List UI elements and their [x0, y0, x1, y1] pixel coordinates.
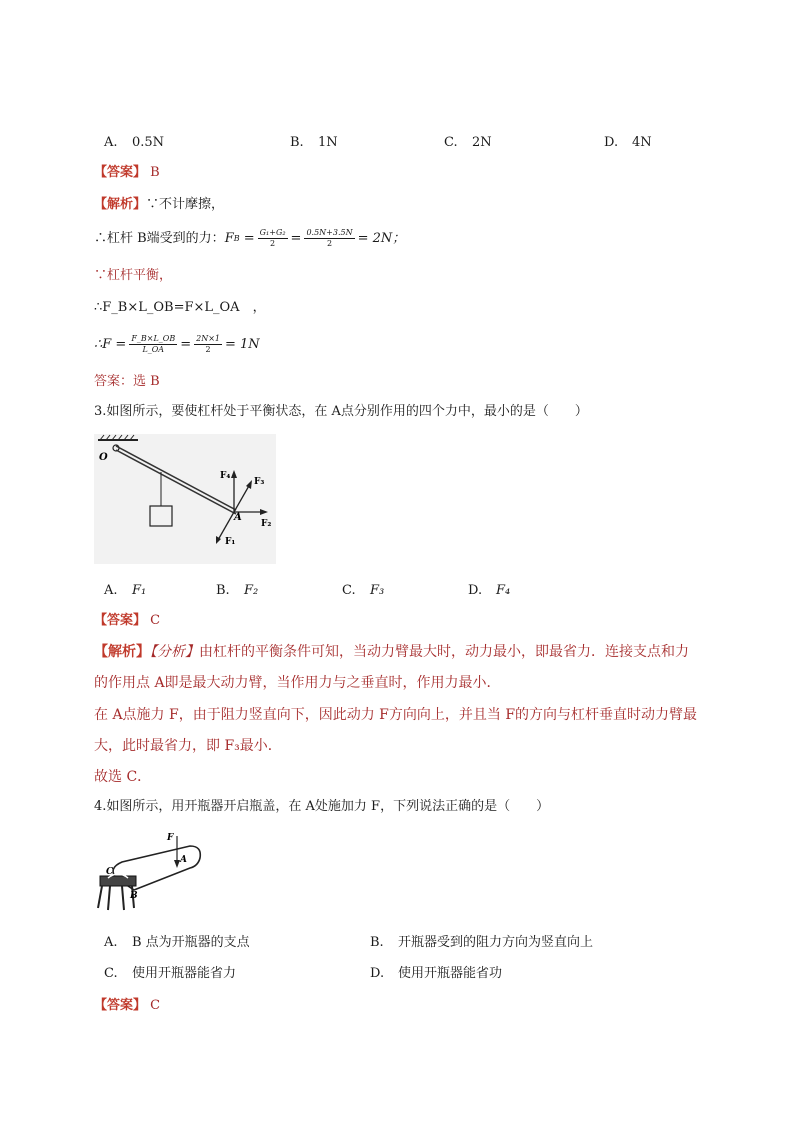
fraction-2: $\frac{0.5N+3.5N}{2}$	[306, 228, 353, 248]
label-c: C	[106, 867, 114, 877]
label-f4: F₄	[220, 471, 231, 481]
q3-option-d: D. F₄	[468, 583, 511, 598]
q4-option-d: D. 使用开瓶器能省功	[370, 966, 503, 981]
label-f3: F₃	[254, 477, 265, 487]
q2-final-answer: 答案：选 B	[94, 374, 160, 389]
q3-final-answer: 故选 C．	[94, 769, 152, 785]
label-f2: F₂	[261, 519, 272, 529]
q4-answer: 【答案】 C	[94, 998, 161, 1013]
q2-option-c: C. 2N	[444, 135, 492, 150]
q2-analysis-line3: ∵杠杆平衡，	[94, 268, 173, 283]
label-f1: F₁	[225, 537, 236, 547]
fraction-1: $\frac{\text{G₁+G₂}}{2}$	[259, 228, 286, 248]
q4-option-a: A. B 点为开瓶器的支点	[104, 935, 250, 950]
q3-analysis-p1a: 【解析】【分析】由杠杆的平衡条件可知，当动力臂最大时，动力最小，即最省力．连接支点和力	[94, 644, 689, 660]
lever-diagram	[94, 434, 276, 564]
q3-option-c: C. F₃	[342, 583, 385, 598]
fraction-3: $\frac{F\_B\times L\_OB}{L\_OA}$	[131, 334, 176, 354]
q4-option-c: C. 使用开瓶器能省力	[104, 966, 237, 981]
label-b: B	[130, 891, 138, 901]
q4-option-b: B. 开瓶器受到的阻力方向为竖直向上	[370, 935, 594, 950]
q3-answer: 【答案】 C	[94, 613, 161, 628]
q3-option-a: A. F₁	[104, 583, 147, 598]
q3-analysis-p2b: 大，此时最省力，即 F₃最小．	[94, 738, 282, 754]
label-a: A	[180, 855, 187, 865]
q2-analysis-line2: ∴杠杆 B端受到的力： F B = $\frac{\text{G₁+G₂}}{2}$ = $\frac{0.5N+3.5N}{2}$ = 2N；	[94, 228, 406, 248]
label-a: A	[234, 512, 242, 523]
q2-analysis-line1: 【解析】∵不计摩擦，	[94, 197, 225, 212]
q3-option-b: B. F₂	[216, 583, 259, 598]
q2-option-d: D. 4N	[604, 135, 652, 150]
q2-analysis-line5: ∴F = $\frac{F\_B\times L\_OB}{L\_OA}$ = $\frac{2N\times 1}{2}$ = 1N	[94, 334, 260, 354]
q4-question: 4.如图所示，用开瓶器开启瓶盖，在 A处施加力 F，下列说法正确的是（ ）	[94, 799, 550, 814]
q4-figure	[94, 828, 204, 918]
bottle-opener-diagram	[94, 828, 204, 918]
q2-option-b: B. 1N	[290, 135, 338, 150]
fraction-4: $\frac{2N\times 1}{2}$	[196, 334, 221, 354]
q2-answer: 【答案】 B	[94, 165, 160, 180]
q2-analysis-line4: ∴F_B×L_OB=F×L_OA ，	[94, 300, 266, 315]
q3-question: 3.如图所示，要使杠杆处于平衡状态，在 A点分别作用的四个力中，最小的是（ ）	[94, 404, 588, 419]
label-f: F	[167, 833, 174, 843]
q3-analysis-p1b: 的作用点 A即是最大动力臂，当作用力与之垂直时，作用力最小．	[94, 675, 501, 691]
q3-figure	[94, 434, 276, 564]
label-o: O	[99, 452, 108, 463]
q2-option-a: A. 0.5N	[104, 135, 165, 150]
q3-analysis-p2a: 在 A点施力 F，由于阻力竖直向下，因此动力 F方向向上，并且当 F的方向与杠杆垂直时动力臂最	[94, 707, 698, 723]
